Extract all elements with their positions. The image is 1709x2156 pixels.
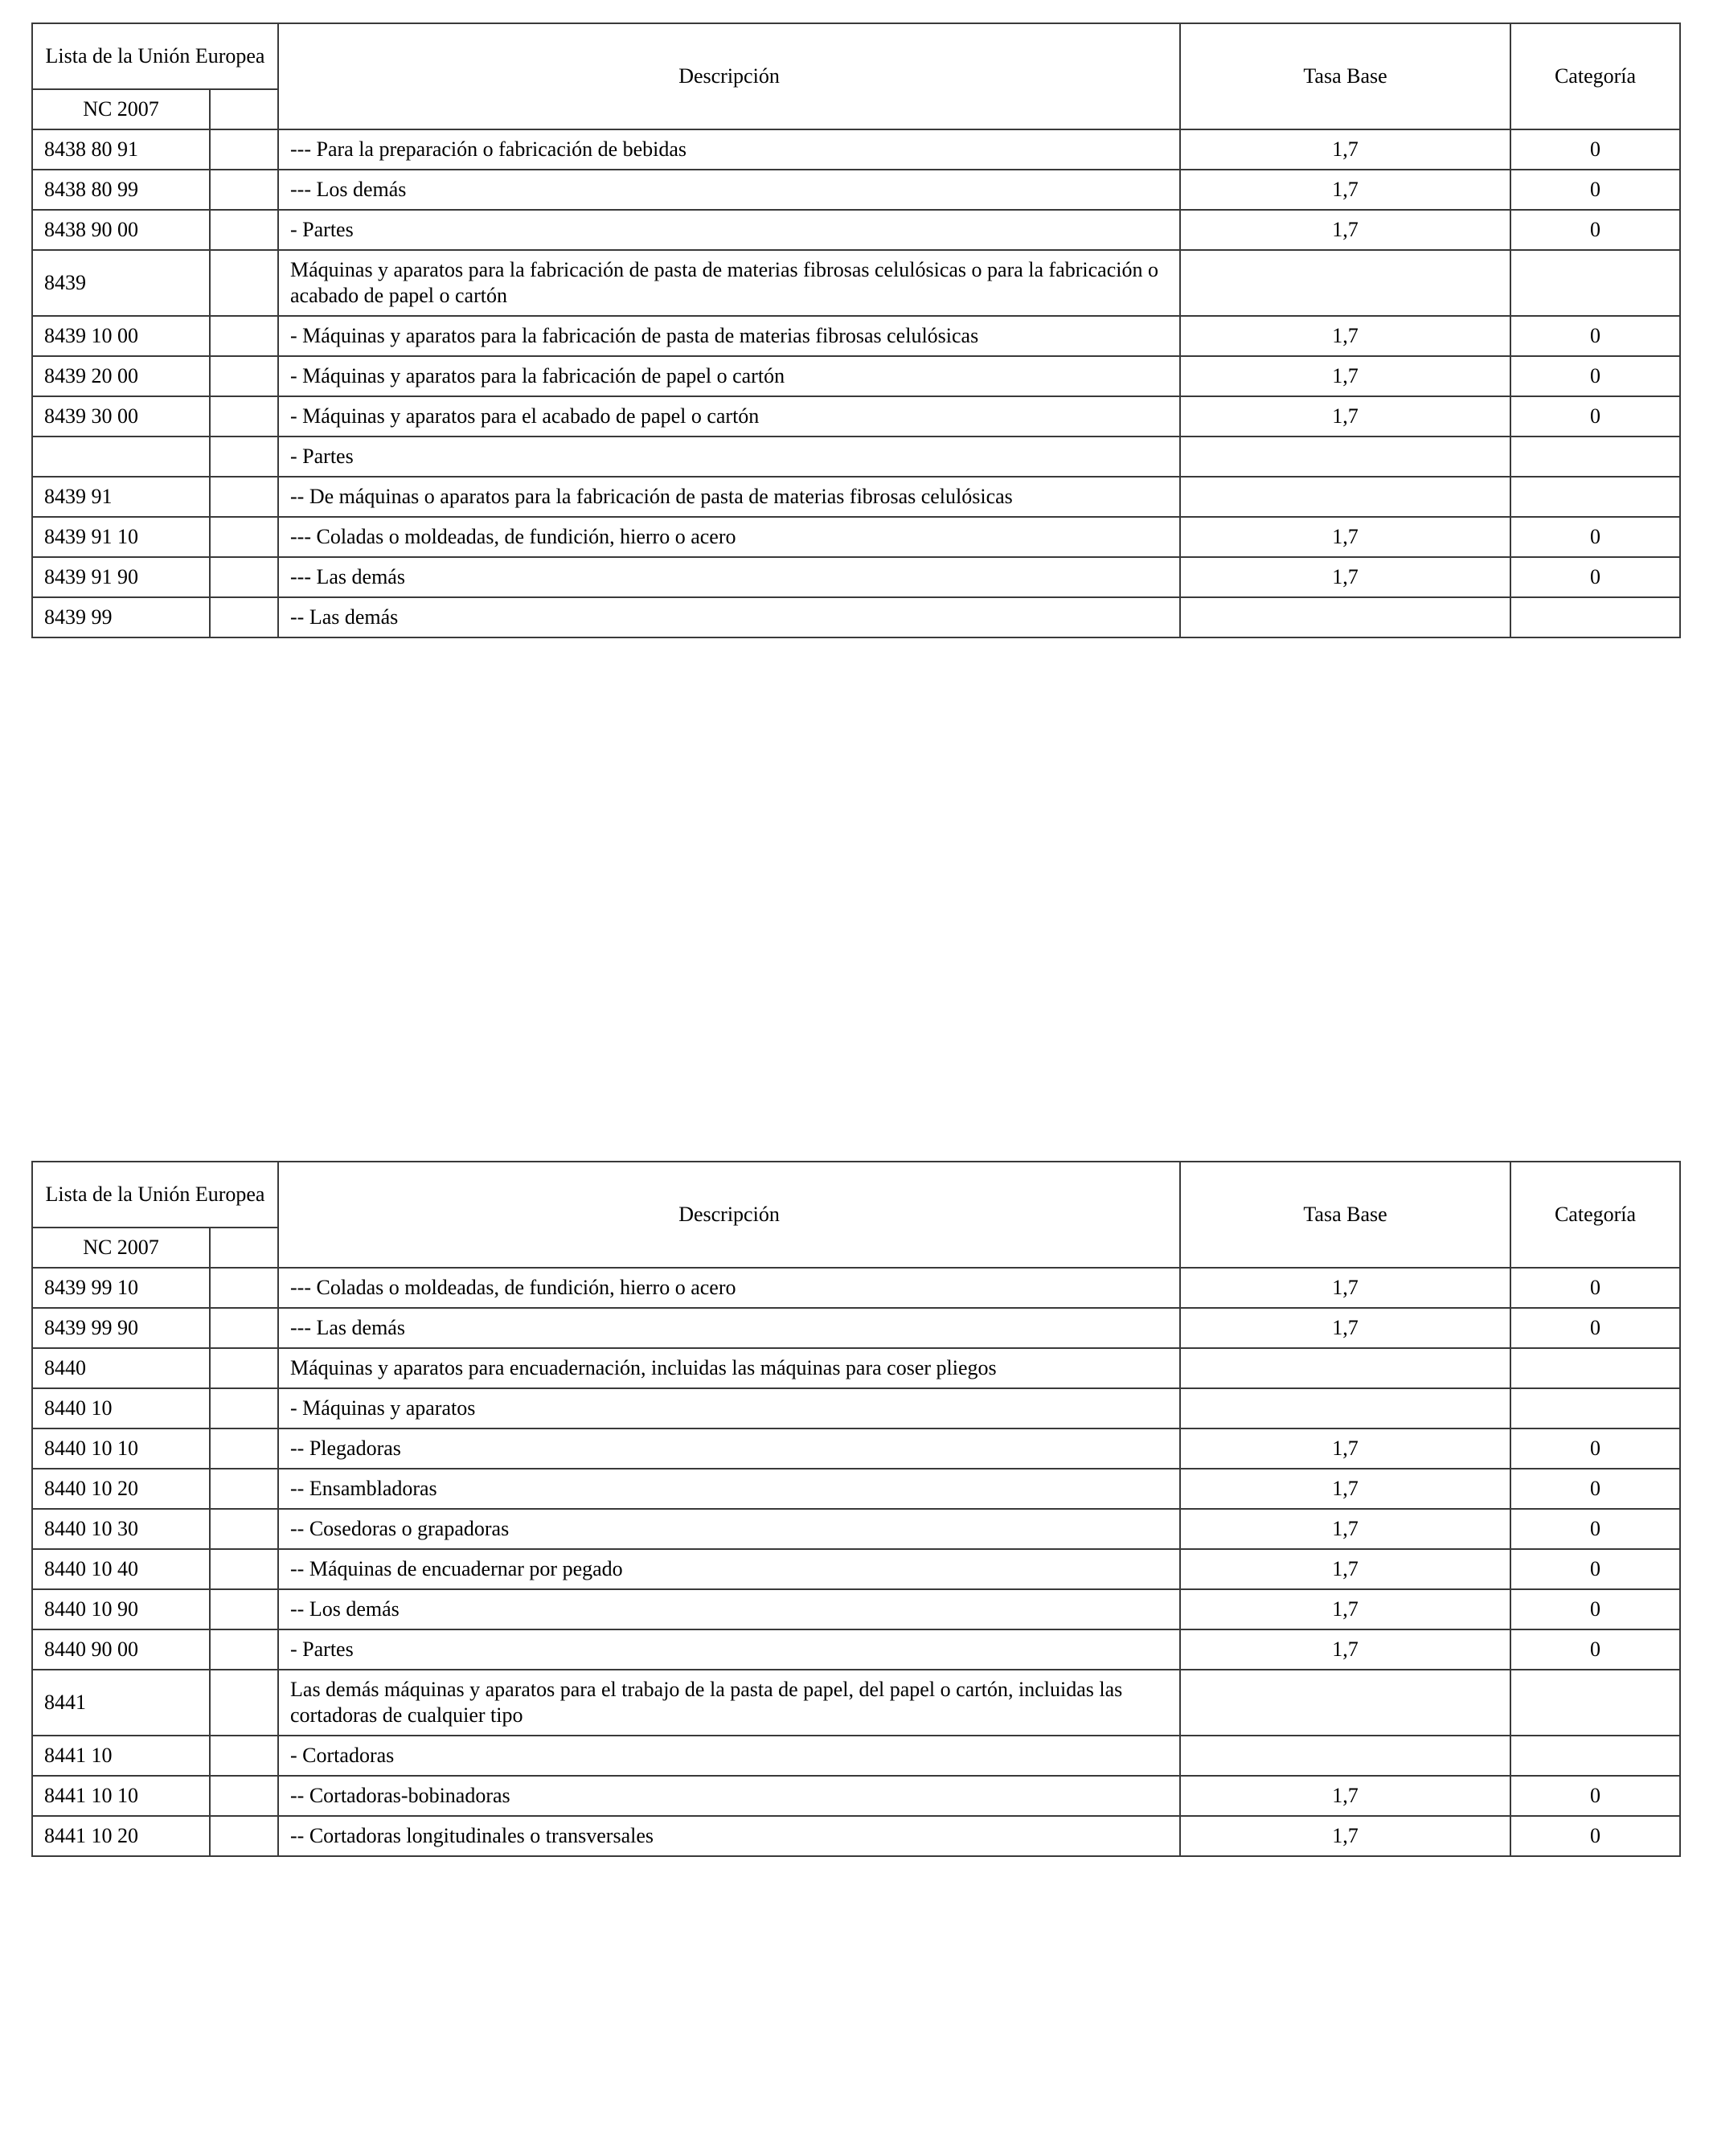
table-row [32,477,1680,517]
description-cell: --- Coladas o moldeadas, de fundición, hierro o acero [278,1268,1180,1308]
base-rate-cell: 1,7 [1180,1629,1510,1670]
header-row [32,23,1680,89]
nc-code-cell: 8439 [32,250,210,316]
base-rate-cell: 1,7 [1180,1268,1510,1308]
base-rate-cell: 1,7 [1180,1308,1510,1348]
header-base-rate: Tasa Base [1180,1162,1510,1268]
category-cell: 0 [1510,1268,1680,1308]
base-rate-cell: 1,7 [1180,396,1510,437]
description-cell: - Máquinas y aparatos para el acabado de papel o cartón [278,396,1180,437]
nc-code-cell: 8440 10 20 [32,1469,210,1509]
nc-code-cell: 8441 10 10 [32,1776,210,1816]
category-cell: 0 [1510,517,1680,557]
table-row [32,129,1680,170]
category-cell: 0 [1510,1509,1680,1549]
sub-code-cell [210,477,278,517]
base-rate-cell: 1,7 [1180,1428,1510,1469]
nc-code-cell: 8439 30 00 [32,396,210,437]
sub-code-cell [210,1308,278,1348]
nc-code-cell: 8439 99 [32,597,210,637]
base-rate-cell: 1,7 [1180,129,1510,170]
base-rate-cell: 1,7 [1180,316,1510,356]
table-row [32,1428,1680,1469]
nc-code-cell: 8438 80 99 [32,170,210,210]
description-cell: - Partes [278,210,1180,250]
table-row [32,396,1680,437]
base-rate-cell: 1,7 [1180,1469,1510,1509]
sub-code-cell [210,396,278,437]
category-cell [1510,1670,1680,1736]
category-cell: 0 [1510,210,1680,250]
header-nc-blank [210,1228,278,1268]
description-cell: - Partes [278,437,1180,477]
sub-code-cell [210,129,278,170]
table-row [32,1509,1680,1549]
nc-code-cell: 8440 10 90 [32,1589,210,1629]
description-cell: --- Las demás [278,1308,1180,1348]
description-cell: - Cortadoras [278,1736,1180,1776]
sub-code-cell [210,210,278,250]
nc-code-cell: 8440 90 00 [32,1629,210,1670]
table-row [32,1816,1680,1856]
sub-code-cell [210,1428,278,1469]
base-rate-cell [1180,1670,1510,1736]
base-rate-cell: 1,7 [1180,1816,1510,1856]
description-cell: - Máquinas y aparatos para la fabricación de pasta de materias fibrosas celulósicas [278,316,1180,356]
category-cell [1510,1388,1680,1428]
sub-code-cell [210,517,278,557]
base-rate-cell [1180,477,1510,517]
description-cell: -- Las demás [278,597,1180,637]
table-body-1 [32,23,1680,637]
category-cell [1510,1736,1680,1776]
nc-code-cell: 8439 91 90 [32,557,210,597]
description-cell: -- Ensambladoras [278,1469,1180,1509]
description-cell: --- Para la preparación o fabricación de bebidas [278,129,1180,170]
base-rate-cell: 1,7 [1180,1509,1510,1549]
table-row [32,316,1680,356]
table-row [32,557,1680,597]
base-rate-cell: 1,7 [1180,1589,1510,1629]
base-rate-cell [1180,597,1510,637]
header-description: Descripción [278,23,1180,129]
category-cell [1510,597,1680,637]
sub-code-cell [210,557,278,597]
description-cell: Máquinas y aparatos para la fabricación de pasta de materias fibrosas celulósicas o para la fabricación o acabado de papel o cartón [278,250,1180,316]
header-description: Descripción [278,1162,1180,1268]
header-nc: NC 2007 [32,89,210,129]
table-row [32,437,1680,477]
table-row [32,517,1680,557]
base-rate-cell: 1,7 [1180,210,1510,250]
sub-code-cell [210,1589,278,1629]
base-rate-cell: 1,7 [1180,1776,1510,1816]
table-row [32,1268,1680,1308]
base-rate-cell: 1,7 [1180,170,1510,210]
sub-code-cell [210,1736,278,1776]
description-cell: -- Cortadoras-bobinadoras [278,1776,1180,1816]
nc-code-cell: 8439 91 [32,477,210,517]
table-row [32,356,1680,396]
category-cell: 0 [1510,1589,1680,1629]
nc-code-cell: 8441 10 [32,1736,210,1776]
sub-code-cell [210,250,278,316]
nc-code-cell: 8438 90 00 [32,210,210,250]
table-row [32,1776,1680,1816]
nc-code-cell: 8440 [32,1348,210,1388]
category-cell [1510,250,1680,316]
nc-code-cell [32,437,210,477]
table-row [32,1670,1680,1736]
nc-code-cell: 8439 20 00 [32,356,210,396]
category-cell: 0 [1510,1776,1680,1816]
header-eu-list: Lista de la Unión Europea [32,1162,278,1228]
base-rate-cell: 1,7 [1180,517,1510,557]
header-eu-list: Lista de la Unión Europea [32,23,278,89]
nc-code-cell: 8438 80 91 [32,129,210,170]
category-cell: 0 [1510,129,1680,170]
base-rate-cell [1180,250,1510,316]
base-rate-cell [1180,437,1510,477]
nc-code-cell: 8439 10 00 [32,316,210,356]
sub-code-cell [210,1509,278,1549]
header-category: Categoría [1510,1162,1680,1268]
description-cell: --- Coladas o moldeadas, de fundición, hierro o acero [278,517,1180,557]
category-cell: 0 [1510,557,1680,597]
sub-code-cell [210,316,278,356]
tariff-table-2 [31,1161,1681,1857]
description-cell: -- Cosedoras o grapadoras [278,1509,1180,1549]
category-cell [1510,437,1680,477]
header-category: Categoría [1510,23,1680,129]
base-rate-cell [1180,1736,1510,1776]
category-cell: 0 [1510,170,1680,210]
sub-code-cell [210,1348,278,1388]
sub-code-cell [210,597,278,637]
description-cell: - Máquinas y aparatos [278,1388,1180,1428]
base-rate-cell: 1,7 [1180,1549,1510,1589]
description-cell: - Máquinas y aparatos para la fabricación de papel o cartón [278,356,1180,396]
description-cell: -- Cortadoras longitudinales o transversales [278,1816,1180,1856]
description-cell: - Partes [278,1629,1180,1670]
sub-code-cell [210,1629,278,1670]
table-row [32,1589,1680,1629]
header-nc-blank [210,89,278,129]
table-row [32,1388,1680,1428]
sub-code-cell [210,1268,278,1308]
table-row [32,210,1680,250]
category-cell: 0 [1510,1816,1680,1856]
category-cell: 0 [1510,1629,1680,1670]
sub-code-cell [210,1469,278,1509]
sub-code-cell [210,170,278,210]
category-cell: 0 [1510,1549,1680,1589]
nc-code-cell: 8440 10 [32,1388,210,1428]
table-body-2 [32,1162,1680,1856]
sub-code-cell [210,356,278,396]
category-cell [1510,477,1680,517]
header-base-rate: Tasa Base [1180,23,1510,129]
category-cell [1510,1348,1680,1388]
base-rate-cell: 1,7 [1180,557,1510,597]
description-cell: -- Los demás [278,1589,1180,1629]
sub-code-cell [210,1816,278,1856]
table-row [32,597,1680,637]
header-nc: NC 2007 [32,1228,210,1268]
table-row [32,1736,1680,1776]
description-cell: --- Las demás [278,557,1180,597]
category-cell: 0 [1510,1308,1680,1348]
description-cell: Máquinas y aparatos para encuadernación, incluidas las máquinas para coser pliegos [278,1348,1180,1388]
description-cell: -- De máquinas o aparatos para la fabricación de pasta de materias fibrosas celulósicas [278,477,1180,517]
description-cell: -- Plegadoras [278,1428,1180,1469]
table-row [32,1308,1680,1348]
description-cell: -- Máquinas de encuadernar por pegado [278,1549,1180,1589]
table-row [32,1469,1680,1509]
table-row [32,250,1680,316]
table-row [32,1348,1680,1388]
category-cell: 0 [1510,316,1680,356]
base-rate-cell [1180,1348,1510,1388]
header-row [32,1162,1680,1228]
table-row [32,1629,1680,1670]
category-cell: 0 [1510,356,1680,396]
base-rate-cell [1180,1388,1510,1428]
sub-code-cell [210,1776,278,1816]
description-cell: Las demás máquinas y aparatos para el trabajo de la pasta de papel, del papel o cartón, incluidas las cortadoras de cualquier tipo [278,1670,1180,1736]
table-row [32,1549,1680,1589]
nc-code-cell: 8439 99 90 [32,1308,210,1348]
category-cell: 0 [1510,396,1680,437]
sub-code-cell [210,1388,278,1428]
sub-code-cell [210,1670,278,1736]
nc-code-cell: 8439 99 10 [32,1268,210,1308]
tariff-table-1 [31,23,1681,638]
table-row [32,170,1680,210]
base-rate-cell: 1,7 [1180,356,1510,396]
category-cell: 0 [1510,1469,1680,1509]
sub-code-cell [210,1549,278,1589]
nc-code-cell: 8441 10 20 [32,1816,210,1856]
sub-code-cell [210,437,278,477]
nc-code-cell: 8440 10 40 [32,1549,210,1589]
category-cell: 0 [1510,1428,1680,1469]
nc-code-cell: 8440 10 30 [32,1509,210,1549]
nc-code-cell: 8440 10 10 [32,1428,210,1469]
description-cell: --- Los demás [278,170,1180,210]
nc-code-cell: 8441 [32,1670,210,1736]
nc-code-cell: 8439 91 10 [32,517,210,557]
